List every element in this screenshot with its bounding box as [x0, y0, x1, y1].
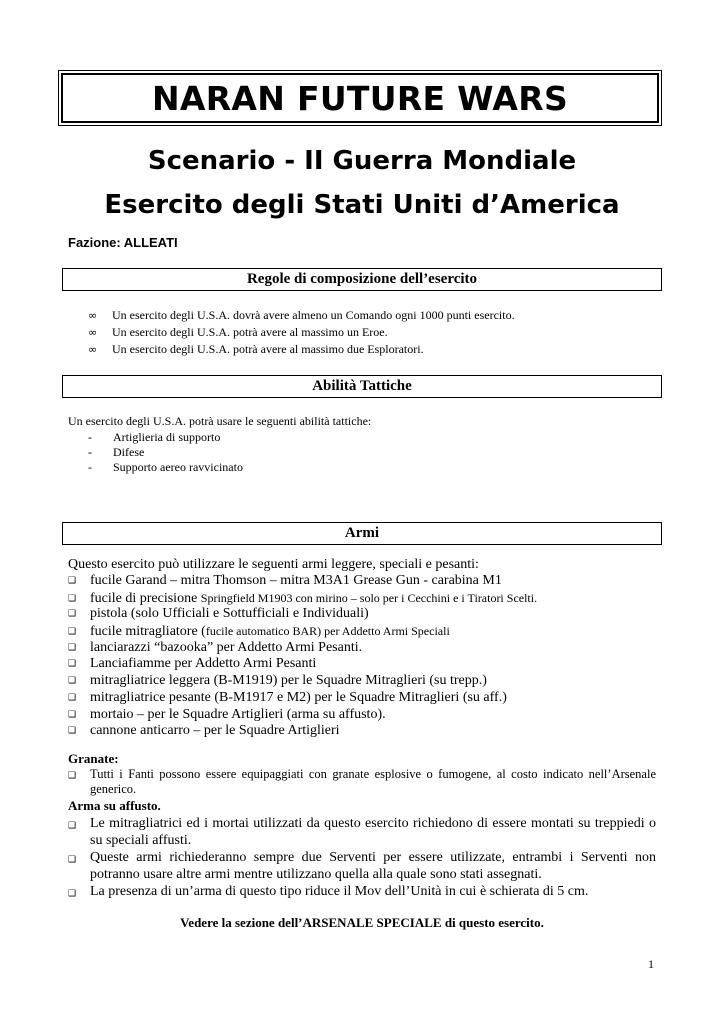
list-item: ❑ fucile di precisione Springfield M1903 con mirino – solo per i Cecchini e i Tiratori Scelti.	[68, 590, 538, 606]
list-item: ❑ Lanciafiamme per Addetto Armi Pesanti	[68, 656, 317, 672]
list-item: ❑ mortaio – per le Squadre Artiglieri (arma su affusto).	[68, 706, 386, 722]
grenades-paragraph: ❑ Tutti i Fanti possono essere equipaggiati con granate esplosive o fumogene, al costo indicato nell’Arsenale generico.	[68, 767, 656, 796]
dash-bullet-icon: -	[88, 445, 92, 459]
title-frame	[58, 70, 662, 126]
checkbox-bullet-icon: ❑	[68, 642, 77, 653]
checkbox-bullet-icon: ❑	[68, 692, 77, 703]
composition-list	[88, 307, 515, 358]
grenades-heading: Granate:	[68, 751, 119, 766]
mounted-paragraph: ❑ La presenza di un’arma di questo tipo riduce il Mov dell’Unità in cui è schierata di 5 cm.	[68, 883, 656, 900]
checkbox-bullet-icon: ❑	[68, 855, 77, 865]
list-item: ❑ pistola (solo Ufficiali e Sottufficiali e Individuali)	[68, 606, 369, 622]
infinity-bullet-icon: ∞	[88, 326, 98, 339]
infinity-bullet-icon: ∞	[88, 309, 98, 322]
section-heading-composition: Regole di composizione dell’esercito	[62, 268, 662, 291]
checkbox-bullet-icon: ❑	[68, 659, 77, 670]
list-item: ❑ lanciarazzi “bazooka” per Addetto Armi Pesanti.	[68, 639, 363, 655]
infinity-bullet-icon: ∞	[88, 343, 98, 356]
mounted-paragraph: ❑ Queste armi richiederanno sempre due Serventi per essere utilizzate, entrambi i Serventi non potranno usare altre armi mentre utilizzano quella alla quale sono stati assegnati.	[68, 850, 656, 882]
list-item: - Difese	[88, 445, 145, 459]
arsenal-reference-note: Vedere la sezione dell’ARSENALE SPECIALE di questo esercito.	[180, 915, 544, 930]
list-item: - Supporto aereo ravvicinato	[88, 460, 243, 474]
checkbox-bullet-icon: ❑	[68, 709, 77, 720]
section-heading-weapons: Armi	[62, 522, 662, 545]
list-item: ∞ Un esercito degli U.S.A. potrà avere al massimo due Esploratori.	[88, 342, 424, 356]
dash-bullet-icon: -	[88, 430, 92, 444]
checkbox-bullet-icon: ❑	[68, 627, 77, 638]
list-item: ❑ fucile Garand – mitra Thomson – mitra M3A1 Grease Gun - carabina M1	[68, 573, 502, 588]
dash-bullet-icon: -	[88, 460, 92, 474]
checkbox-bullet-icon: ❑	[68, 609, 77, 620]
mounted-paragraph: ❑ Le mitragliatrici ed i mortai utilizzati da questo esercito richiedono di essere montati su treppiedi o su speciali affusti.	[68, 816, 656, 848]
list-item: ∞ Un esercito degli U.S.A. dovrà avere almeno un Comando ogni 1000 punti esercito.	[88, 308, 515, 322]
scenario-title: Scenario - II Guerra Mondiale	[147, 146, 577, 176]
list-item: - Artiglieria di supporto	[88, 430, 221, 444]
checkbox-bullet-icon: ❑	[68, 771, 77, 781]
checkbox-bullet-icon: ❑	[68, 676, 77, 687]
list-item: ❑ mitragliatrice pesante (B-M1917 e M2) per le Squadre Mitraglieri (su aff.)	[68, 689, 507, 705]
faction-value: ALLEATI	[123, 235, 178, 250]
checkbox-bullet-icon: ❑	[68, 576, 77, 586]
army-title: Esercito degli Stati Uniti d’America	[104, 190, 620, 220]
list-item: ∞ Un esercito degli U.S.A. potrà avere al massimo un Eroe.	[88, 325, 388, 339]
weapons-list	[68, 556, 537, 740]
checkbox-bullet-icon: ❑	[68, 593, 77, 604]
list-item: ❑ mitragliatrice leggera (B-M1919) per le Squadre Mitraglieri (su trepp.)	[68, 673, 487, 689]
faction-label: Fazione:	[68, 235, 121, 250]
page-number: 1	[648, 957, 654, 971]
faction-line	[68, 235, 178, 250]
weapons-intro: Questo esercito può utilizzare le seguenti armi leggere, speciali e pesanti:	[68, 557, 479, 572]
list-item: ❑ fucile mitragliatore (fucile automatico BAR) per Addetto Armi Speciali	[68, 624, 450, 640]
mounted-heading: Arma su affusto.	[68, 798, 161, 813]
checkbox-bullet-icon: ❑	[68, 726, 77, 737]
tactics-intro: Un esercito degli U.S.A. potrà usare le seguenti abilità tattiche:	[68, 414, 372, 428]
checkbox-bullet-icon: ❑	[68, 821, 77, 831]
tactics-list	[88, 430, 243, 475]
section-heading-tactics: Abilità Tattiche	[62, 375, 662, 398]
list-item: ❑ cannone anticarro – per le Squadre Artiglieri	[68, 723, 340, 739]
document-title: NARAN FUTURE WARS	[61, 73, 659, 123]
checkbox-bullet-icon: ❑	[68, 889, 77, 899]
